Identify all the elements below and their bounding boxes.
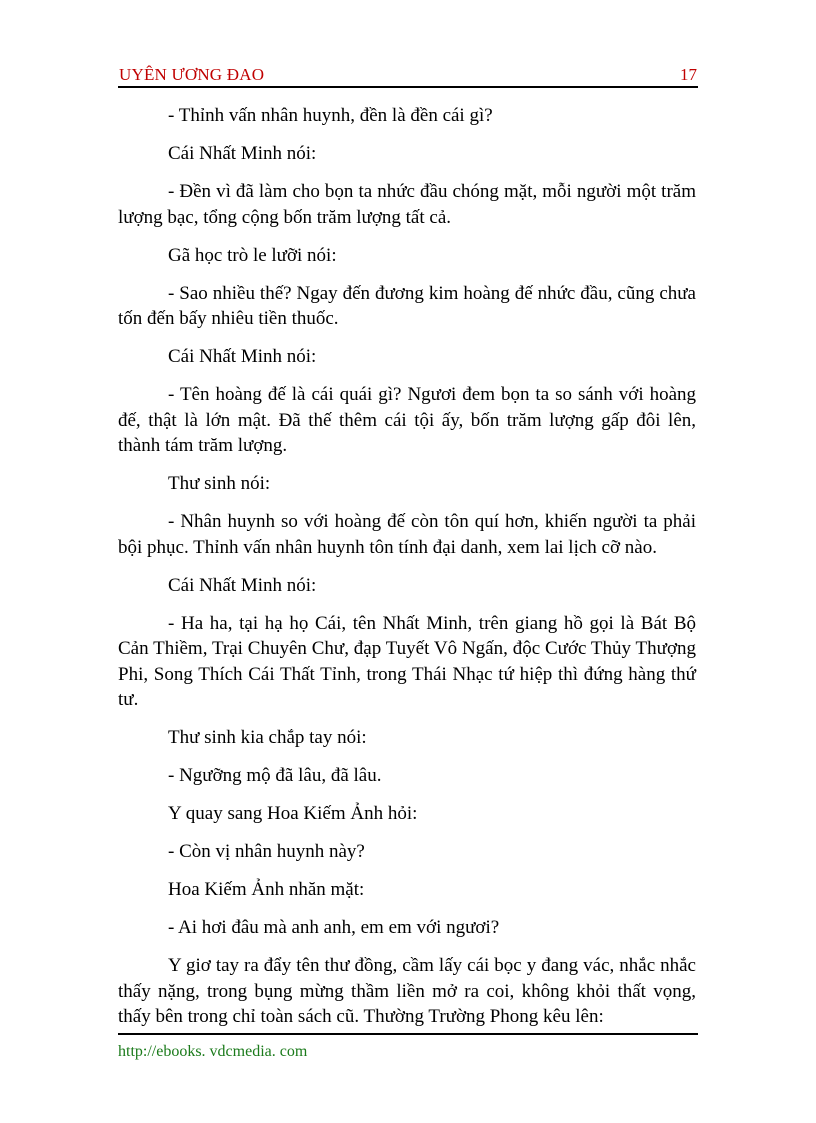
paragraph: - Đền vì đã làm cho bọn ta nhức đầu chóng mặt, mỗi người một trăm lượng bạc, tổng cộng bốn trăm lượng tất cả. [118,181,696,228]
paragraph: - Thỉnh vấn nhân huynh, đền là đền cái gì? [168,105,493,126]
paragraph: Cái Nhất Minh nói: [168,143,317,164]
paragraph: - Ai hơi đâu mà anh anh, em em với ngươi? [168,917,500,938]
paragraph: Gã học trò le lưỡi nói: [168,244,337,266]
paragraph: - Sao nhiều thế? Ngay đến đương kim hoàng đế nhức đầu, cũng chưa tốn đến bấy nhiêu tiền thuốc. [118,282,696,329]
paragraph: - Ha ha, tại hạ họ Cái, tên Nhất Minh, trên giang hồ gọi là Bát Bộ Cản Thiềm, Trại Chuyên Chư, đạp Tuyết Vô Ngấn, độc Cước Thủy Thượng Phi, Song Thích Cái Thất Tỉnh, trong Thái Nhạc tứ hiệp thì đứng hàng thứ tư. [118,612,696,710]
page-header [118,62,698,88]
paragraph: - Tên hoàng đế là cái quái gì? Ngươi đem bọn ta so sánh với hoàng đế, thật là lớn mật. Đã thế thêm cái tội ấy, bốn trăm lượng gấp đôi lên, thành tám trăm lượng. [118,384,696,456]
footer-url: http://ebooks. vdcmedia. com [118,1043,308,1060]
paragraph: Thư sinh kia chắp tay nói: [168,727,367,748]
paragraph: - Ngưỡng mộ đã lâu, đã lâu. [168,765,382,786]
footer-divider [118,1033,698,1035]
paragraph: - Còn vị nhân huynh này? [168,841,365,862]
paragraph: Cái Nhất Minh nói: [168,346,317,367]
paragraph: Y giơ tay ra đẩy tên thư đồng, cầm lấy cái bọc y đang vác, nhắc nhắc thấy nặng, trong bụng mừng thầm liền mở ra coi, không khỏi thất vọng, thấy bên trong chỉ toàn sách cũ. Thường Trường Phong kêu lên: [118,955,696,1027]
paragraph: Cái Nhất Minh nói: [168,574,317,596]
paragraph: Thư sinh nói: [168,473,271,494]
book-title: UYÊN ƯƠNG ĐAO [119,65,265,84]
paragraph: Hoa Kiếm Ảnh nhăn mặt: [168,879,365,900]
page-number: 17 [680,65,697,84]
paragraph: Y quay sang Hoa Kiếm Ảnh hỏi: [168,803,418,824]
body-text [118,103,696,1042]
paragraph: - Nhân huynh so với hoàng đế còn tôn quí hơn, khiến người ta phải bội phục. Thỉnh vấn nhân huynh tôn tính đại danh, xem lai lịch cỡ nào. [118,511,696,558]
